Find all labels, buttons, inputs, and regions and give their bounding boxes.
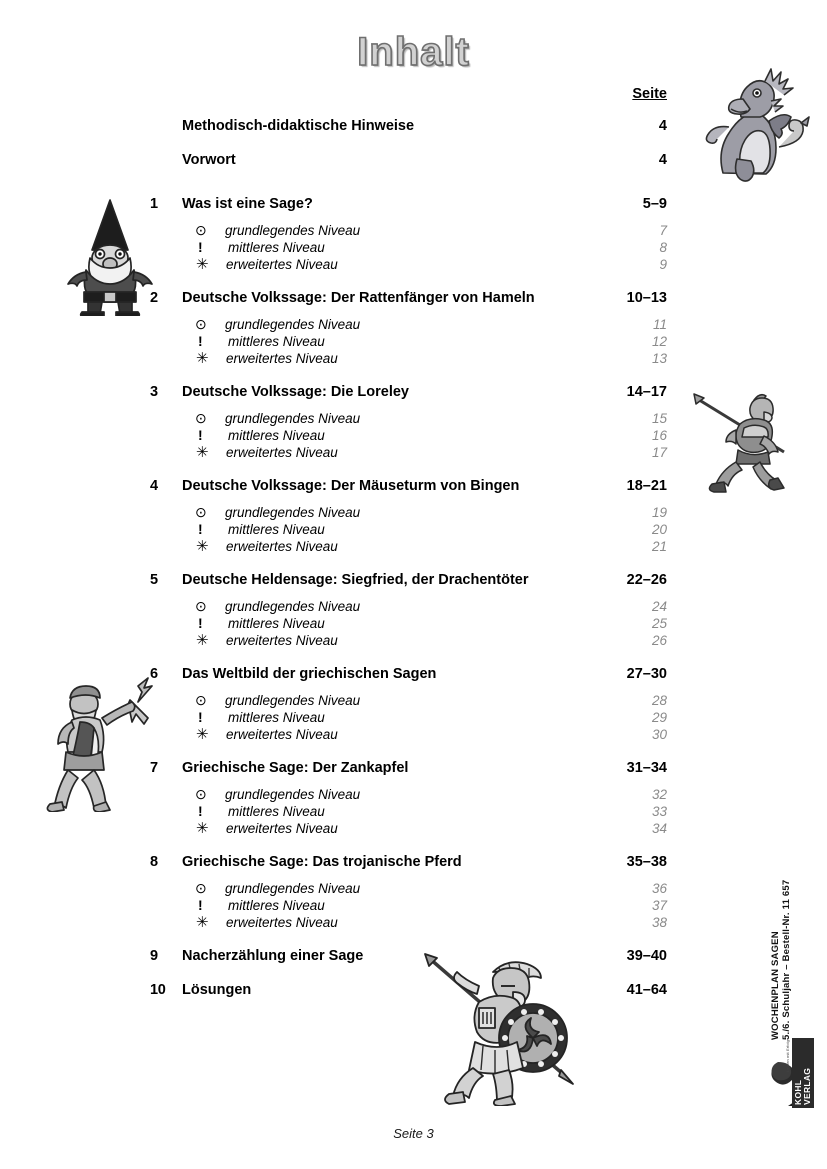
toc-level-page: 17 [651,445,667,460]
toc-label: Das Weltbild der griechischen Sagen [182,666,437,682]
toc-level-row[interactable] [150,539,670,554]
toc-level-page: 24 [651,599,667,614]
toc-pages: 5–9 [642,196,667,212]
toc-number: 3 [150,384,159,400]
toc-level-row[interactable] [150,223,670,238]
toc-level-row[interactable] [150,821,670,836]
toc-level-page: 25 [651,616,667,631]
toc-level-page: 21 [651,539,667,554]
spacer [150,836,670,854]
toc-level-row[interactable] [150,334,670,349]
toc-pages: 27–30 [626,666,667,682]
toc-label: Deutsche Volkssage: Der Rattenfänger von Hameln [182,290,535,306]
toc-level-row[interactable] [150,787,670,802]
toc-level-label: grundlegendes Niveau [225,693,361,708]
page-column-header: Seite [632,86,667,102]
toc-level-label: mittleres Niveau [228,428,325,443]
publisher-logo [768,1032,824,1108]
asterisk-icon: ✳ [196,632,209,649]
toc-level-row[interactable] [150,257,670,272]
toc-level-row[interactable] [150,804,670,819]
toc-label: Nacherzählung einer Sage [182,948,364,964]
toc-level-page: 7 [659,223,667,238]
circled-dot-icon: ⊙ [195,786,207,802]
toc-level-label: erweitertes Niveau [226,257,338,272]
side-imprint-line1: WOCHENPLAN SAGEN [770,931,781,1040]
toc-level-row[interactable] [150,445,670,460]
toc-level-label: mittleres Niveau [228,334,325,349]
toc-level-label: grundlegendes Niveau [225,505,361,520]
toc-level-label: grundlegendes Niveau [225,317,361,332]
table-of-contents [150,86,670,998]
spacer [150,366,670,384]
toc-level-page: 37 [651,898,667,913]
asterisk-icon: ✳ [196,444,209,461]
spacer [150,168,670,196]
toc-label: Lösungen [182,982,252,998]
toc-level-row[interactable] [150,351,670,366]
toc-level-page: 30 [651,727,667,742]
toc-level-label: erweitertes Niveau [226,351,338,366]
side-imprint-line2: 5./6. Schuljahr – Bestell-Nr. 11 657 [781,879,792,1040]
asterisk-icon: ✳ [196,350,209,367]
spacer [150,588,670,597]
toc-level-row[interactable] [150,317,670,332]
circled-dot-icon: ⊙ [195,504,207,520]
exclamation-icon: ! [198,333,203,349]
toc-level-page: 29 [651,710,667,725]
toc-level-label: erweitertes Niveau [226,915,338,930]
toc-label: Deutsche Heldensage: Siegfried, der Drachentöter [182,572,529,588]
toc-label: Deutsche Volkssage: Der Mäuseturm von Bingen [182,478,520,494]
toc-level-page: 33 [651,804,667,819]
spacer [150,554,670,572]
toc-label: Methodisch-didaktische Hinweise [182,118,415,134]
toc-level-label: erweitertes Niveau [226,445,338,460]
toc-pages: 31–34 [626,760,667,776]
spacer [150,682,670,691]
toc-level-row[interactable] [150,710,670,725]
toc-number: 2 [150,290,159,306]
spacer [150,648,670,666]
exclamation-icon: ! [198,615,203,631]
toc-level-page: 28 [651,693,667,708]
spacer [150,930,670,948]
toc-level-row[interactable] [150,727,670,742]
side-imprint [770,830,790,1040]
toc-row-front-1[interactable] [150,152,670,168]
toc-level-page: 12 [651,334,667,349]
toc-level-label: grundlegendes Niveau [225,411,361,426]
circled-dot-icon: ⊙ [195,692,207,708]
toc-level-row[interactable] [150,599,670,614]
asterisk-icon: ✳ [196,256,209,273]
toc-level-label: mittleres Niveau [228,804,325,819]
toc-level-row[interactable] [150,616,670,631]
toc-label: Griechische Sage: Der Zankapfel [182,760,409,776]
exclamation-icon: ! [198,803,203,819]
toc-level-label: mittleres Niveau [228,710,325,725]
circled-dot-icon: ⊙ [195,410,207,426]
toc-pages: 4 [658,118,667,134]
spacer [150,460,670,478]
asterisk-icon: ✳ [196,914,209,931]
spacer [150,134,670,152]
spacer [150,306,670,315]
toc-number: 4 [150,478,159,494]
toc-row-chapter-6[interactable] [150,666,670,682]
toc-level-row[interactable] [150,411,670,426]
toc-number: 1 [150,196,159,212]
spacer [150,494,670,503]
toc-pages: 4 [658,152,667,168]
toc-pages: 22–26 [626,572,667,588]
spacer [150,742,670,760]
circled-dot-icon: ⊙ [195,222,207,238]
spacer [150,400,670,409]
toc-level-row[interactable] [150,505,670,520]
page-footer: Seite 3 [393,1126,434,1141]
publisher-tagline: Lernen mit Erfolg [785,1040,790,1073]
spacer [150,212,670,221]
toc-level-page: 19 [651,505,667,520]
toc-pages: 18–21 [626,478,667,494]
toc-pages: 35–38 [626,854,667,870]
toc-level-page: 13 [651,351,667,366]
toc-level-page: 34 [651,821,667,836]
exclamation-icon: ! [198,427,203,443]
toc-row-chapter-1[interactable] [150,196,670,212]
toc-level-page: 32 [651,787,667,802]
circled-dot-icon: ⊙ [195,880,207,896]
exclamation-icon: ! [198,521,203,537]
toc-label: Vorwort [182,152,236,168]
toc-label: Deutsche Volkssage: Die Loreley [182,384,409,400]
toc-row-chapter-10[interactable] [150,982,670,998]
toc-number: 5 [150,572,159,588]
toc-level-page: 36 [651,881,667,896]
toc-level-label: erweitertes Niveau [226,539,338,554]
toc-row-chapter-5[interactable] [150,572,670,588]
toc-level-label: erweitertes Niveau [226,821,338,836]
toc-row-chapter-9[interactable] [150,948,670,964]
spacer [150,272,670,290]
toc-row-chapter-3[interactable] [150,384,670,400]
knight-illustration [692,390,810,500]
toc-number: 7 [150,760,159,776]
spacer [150,776,670,785]
toc-row-chapter-7[interactable] [150,760,670,776]
exclamation-icon: ! [198,709,203,725]
toc-level-page: 20 [651,522,667,537]
toc-level-label: mittleres Niveau [228,898,325,913]
page-title: Inhalt [357,30,470,74]
toc-level-row[interactable] [150,428,670,443]
toc-level-label: erweitertes Niveau [226,633,338,648]
toc-pages: 39–40 [626,948,667,964]
toc-level-page: 11 [652,317,667,332]
toc-level-label: erweitertes Niveau [226,727,338,742]
toc-level-label: grundlegendes Niveau [225,599,361,614]
toc-level-page: 16 [651,428,667,443]
toc-label: Griechische Sage: Das trojanische Pferd [182,854,462,870]
toc-level-row[interactable] [150,240,670,255]
toc-level-label: mittleres Niveau [228,522,325,537]
toc-row-chapter-2[interactable] [150,290,670,306]
spacer [150,964,670,982]
toc-pages: 41–64 [626,982,667,998]
toc-level-row[interactable] [150,915,670,930]
toc-level-page: 38 [651,915,667,930]
dragon-illustration [683,55,811,183]
exclamation-icon: ! [198,239,203,255]
toc-level-row[interactable] [150,633,670,648]
circled-dot-icon: ⊙ [195,598,207,614]
toc-level-page: 9 [659,257,667,272]
circled-dot-icon: ⊙ [195,316,207,332]
toc-level-label: mittleres Niveau [228,240,325,255]
toc-label: Was ist eine Sage? [182,196,313,212]
toc-level-page: 8 [659,240,667,255]
toc-number: 10 [150,982,166,998]
toc-number: 9 [150,948,159,964]
publisher-name: KOHL VERLAG [792,1038,814,1108]
toc-row-chapter-8[interactable] [150,854,670,870]
toc-number: 6 [150,666,159,682]
toc-number: 8 [150,854,159,870]
asterisk-icon: ✳ [196,820,209,837]
toc-level-label: grundlegendes Niveau [225,223,361,238]
toc-level-page: 26 [651,633,667,648]
toc-pages: 10–13 [626,290,667,306]
toc-level-row[interactable] [150,522,670,537]
asterisk-icon: ✳ [196,726,209,743]
toc-level-row[interactable] [150,693,670,708]
spacer [150,870,670,879]
toc-row-front-0[interactable] [150,118,670,134]
toc-row-chapter-4[interactable] [150,478,670,494]
toc-level-label: mittleres Niveau [228,616,325,631]
exclamation-icon: ! [198,897,203,913]
toc-level-label: grundlegendes Niveau [225,881,361,896]
toc-pages: 14–17 [626,384,667,400]
toc-level-row[interactable] [150,881,670,896]
toc-level-row[interactable] [150,898,670,913]
toc-level-page: 15 [651,411,667,426]
asterisk-icon: ✳ [196,538,209,555]
toc-level-label: grundlegendes Niveau [225,787,361,802]
